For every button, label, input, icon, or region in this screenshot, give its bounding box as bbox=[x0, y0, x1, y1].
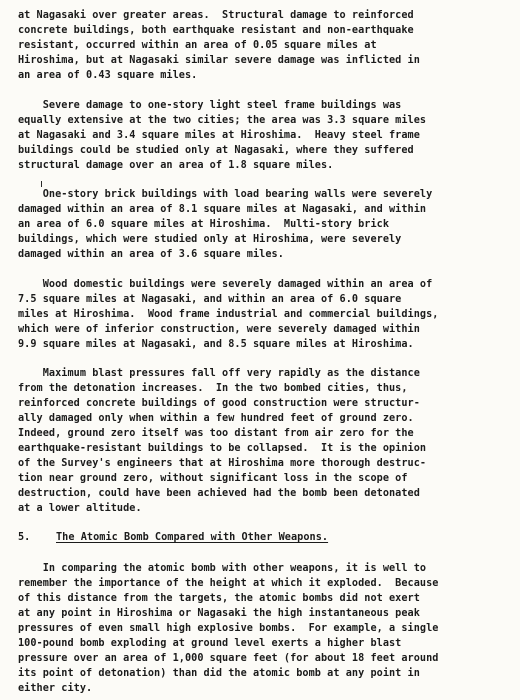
text-line: of the Survey's engineers that at Hiroshima more thorough destruc- bbox=[18, 458, 427, 469]
text-line: destruction, could have been achieved had the bomb been detonated bbox=[18, 488, 420, 499]
text-line: Wood domestic buildings were severely damaged within an area of bbox=[18, 279, 433, 290]
text-line: an area of 0.43 square miles. bbox=[18, 70, 198, 81]
text-line: at any point in Hiroshima or Nagasaki the high instantaneous peak bbox=[18, 608, 420, 619]
text-line: structural damage over an area of 1.8 square miles. bbox=[18, 160, 334, 171]
text-line: buildings, which were studied only at Hiroshima, were severely bbox=[18, 234, 402, 245]
text-line: of this distance from the targets, the atomic bombs did not exert bbox=[18, 593, 420, 604]
text-line: an area of 6.0 square miles at Hiroshima. Multi-story brick bbox=[18, 219, 390, 230]
text-line: at a lower altitude. bbox=[18, 503, 142, 514]
section-title: The Atomic Bomb Compared with Other Weapons. bbox=[56, 532, 329, 543]
text-line: Maximum blast pressures fall off very rapidly as the distance bbox=[18, 368, 420, 379]
text-line: tion near ground zero, without significant loss in the scope of bbox=[18, 473, 408, 484]
text-line: earthquake-resistant buildings to be collapsed. It is the opinion bbox=[18, 443, 427, 454]
text-line: at Nagasaki over greater areas. Structural damage to reinforced bbox=[18, 10, 414, 21]
text-line: from the detonation increases. In the two bombed cities, thus, bbox=[18, 383, 408, 394]
text-line: miles at Hiroshima. Wood frame industrial and commercial buildings, bbox=[18, 309, 439, 320]
text-line: at Nagasaki and 3.4 square miles at Hiroshima. Heavy steel frame bbox=[18, 130, 420, 141]
text-line: its point of detonation) than did the atomic bomb at any point in bbox=[18, 668, 420, 679]
text-line: One-story brick buildings with load bearing walls were severely bbox=[18, 189, 433, 200]
text-line: ally damaged only when within a few hundred feet of ground zero. bbox=[18, 413, 414, 424]
text-line: reinforced concrete buildings of good construction were structur- bbox=[18, 398, 420, 409]
text-line: buildings could be studied only at Nagasaki, where they suffered bbox=[18, 145, 414, 156]
text-line: resistant, occurred within an area of 0.05 square miles at bbox=[18, 40, 377, 51]
text-line: Hiroshima, but at Nagasaki similar severe damage was inflicted in bbox=[18, 55, 420, 66]
text-line: pressures of even small high explosive bombs. For example, a single bbox=[18, 623, 439, 634]
text-line: 100-pound bomb exploding at ground level exerts a higher blast bbox=[18, 638, 402, 649]
text-line: concrete buildings, both earthquake resistant and non-earthquake bbox=[18, 25, 414, 36]
text-line: In comparing the atomic bomb with other weapons, it is well to bbox=[18, 563, 427, 574]
text-line: Indeed, ground zero itself was too distant from air zero for the bbox=[18, 428, 414, 439]
text-line: equally extensive at the two cities; the area was 3.3 square miles bbox=[18, 115, 427, 126]
text-line: either city. bbox=[18, 683, 93, 694]
text-line: damaged within an area of 3.6 square miles. bbox=[18, 249, 284, 260]
text-line: damaged within an area of 8.1 square miles at Nagasaki, and within bbox=[18, 204, 427, 215]
text-line: Severe damage to one-story light steel frame buildings was bbox=[18, 100, 402, 111]
text-line: which were of inferior construction, were severely damaged within bbox=[18, 324, 420, 335]
text-line: 9.9 square miles at Nagasaki, and 8.5 square miles at Hiroshima. bbox=[18, 339, 414, 350]
section-number: 5. bbox=[18, 532, 31, 543]
text-line: remember the importance of the height at which it exploded. Because bbox=[18, 578, 439, 589]
text-line: pressure over an area of 1,000 square feet (for about 18 feet around bbox=[18, 653, 439, 664]
text-line: 7.5 square miles at Nagasaki, and within an area of 6.0 square bbox=[18, 294, 402, 305]
